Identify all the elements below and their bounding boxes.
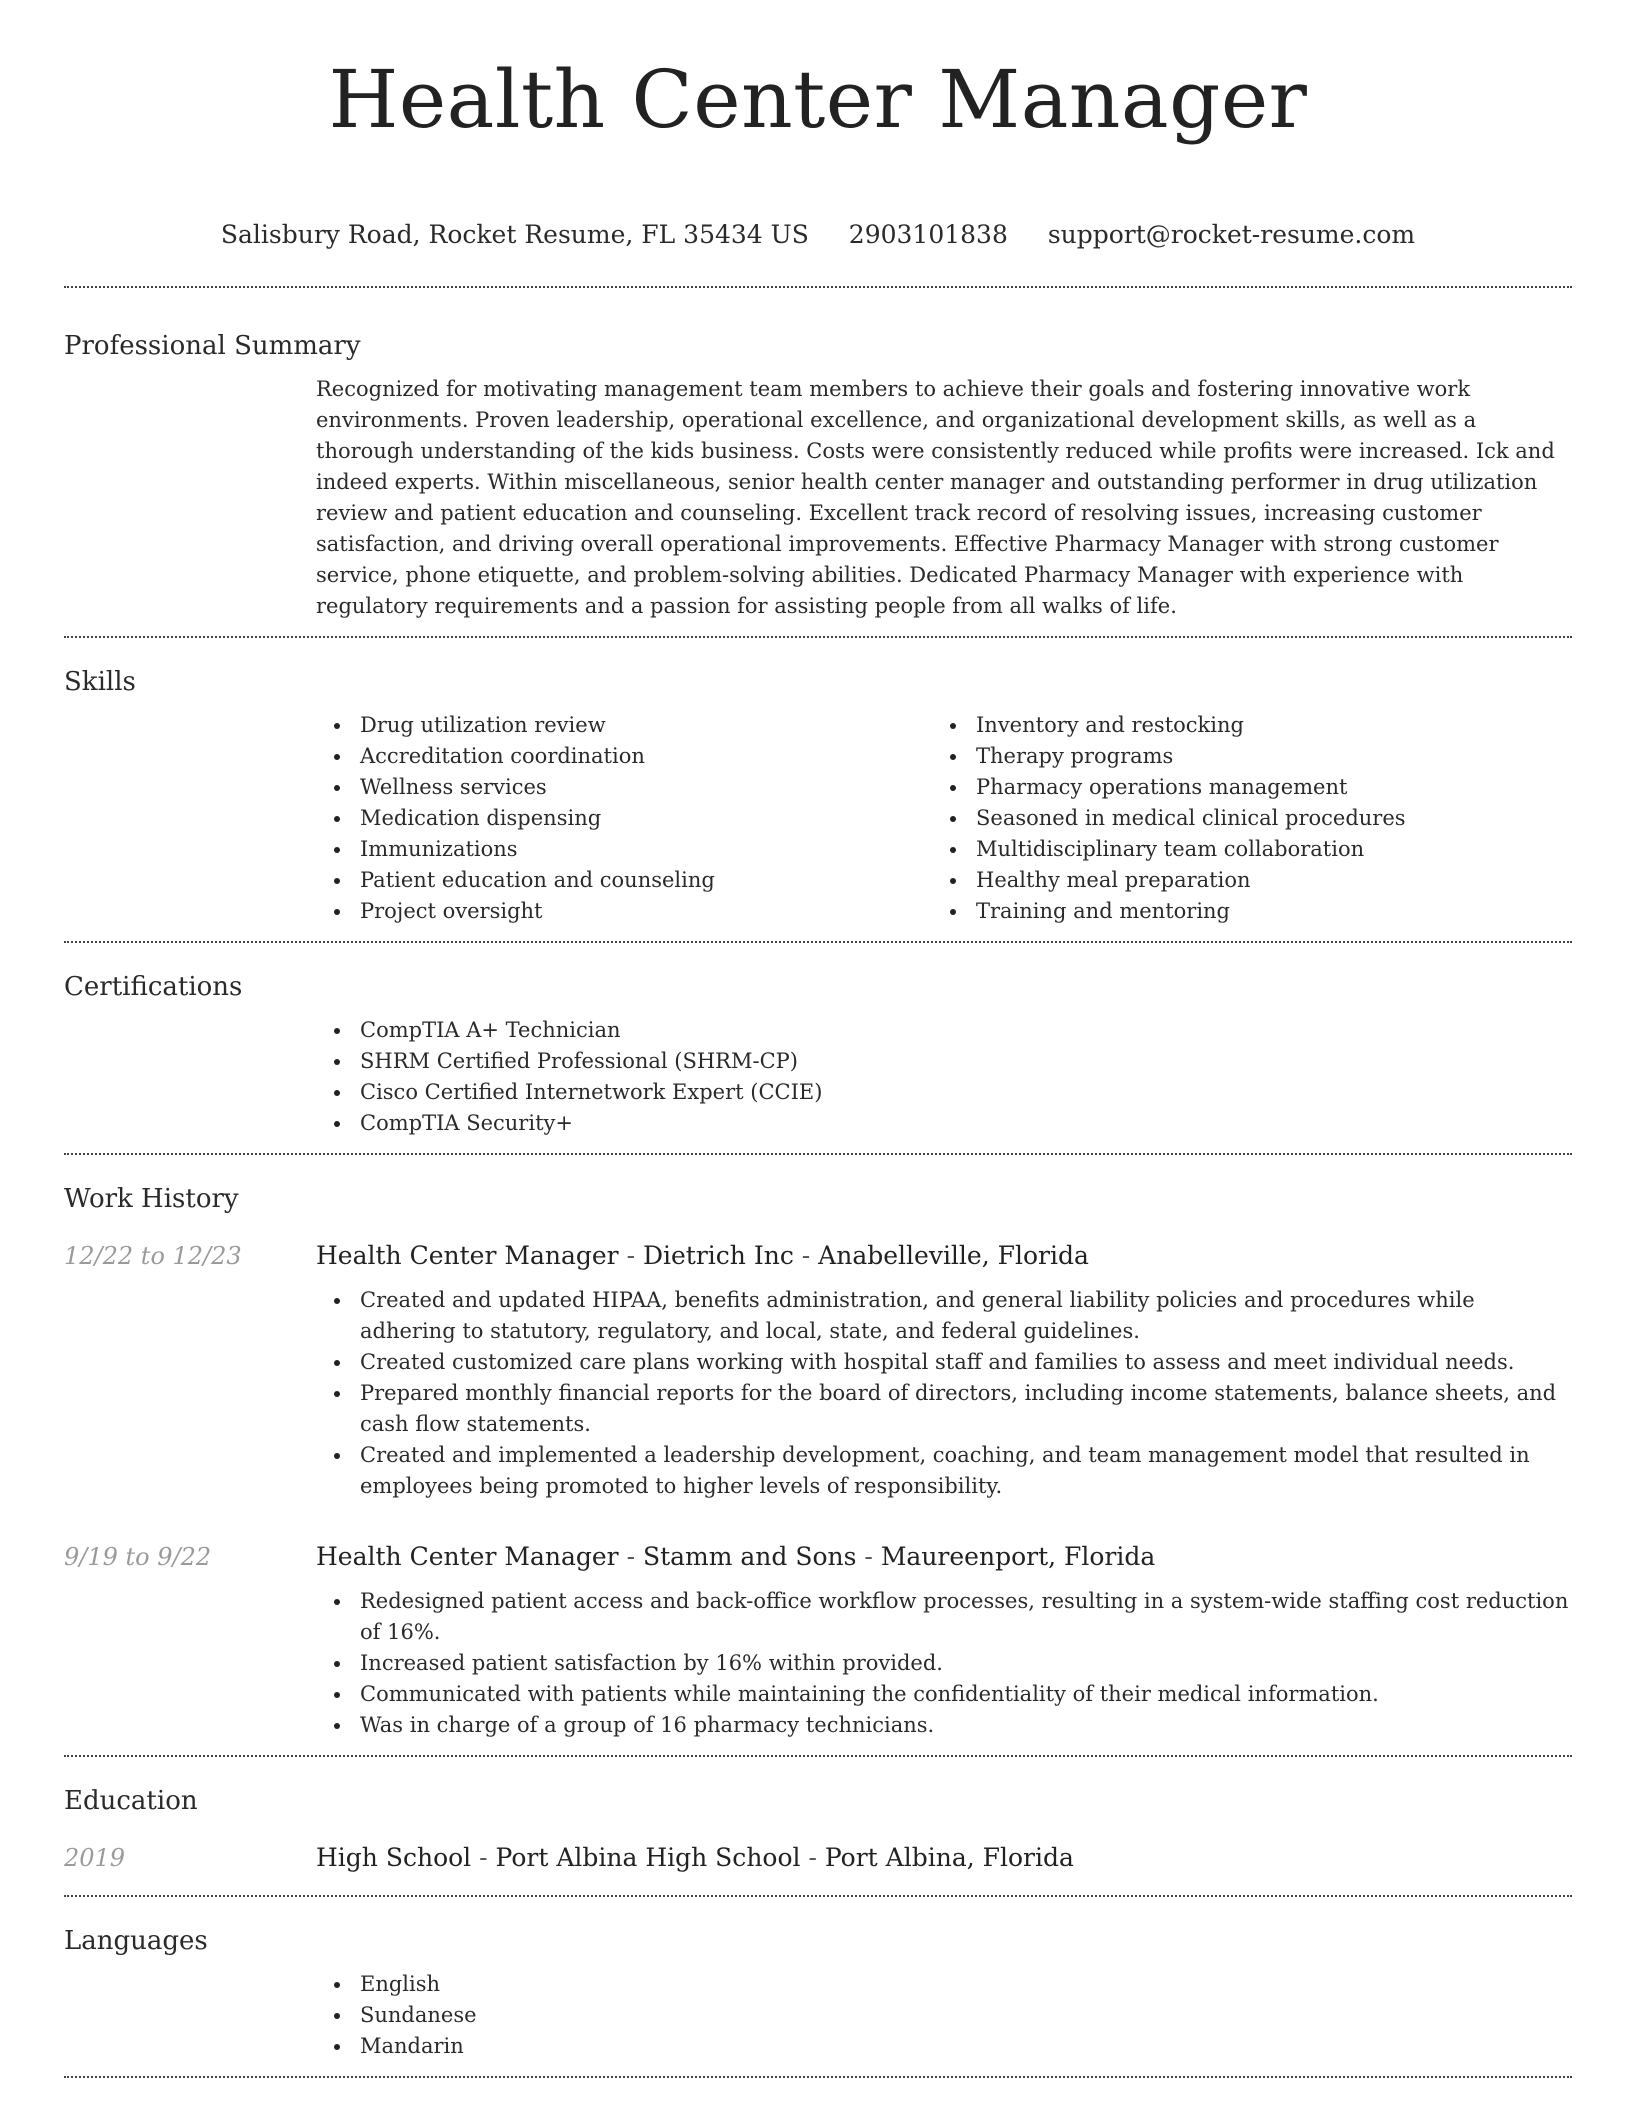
skills-left-list (316, 710, 932, 927)
job-header: Health Center Manager - Dietrich Inc - Anabelleville, Florida (316, 1241, 1089, 1270)
languages-heading: Languages (64, 1926, 208, 1956)
certifications-section (64, 943, 1572, 1153)
skill-item: Seasoned in medical clinical procedures (932, 803, 1548, 834)
education-header: High School - Port Albina High School - Port Albina, Florida (316, 1843, 1074, 1872)
skills-right-list (932, 710, 1548, 927)
education-date: 2019 (64, 1844, 126, 1872)
job-location: Anabelleville, Florida (818, 1241, 1089, 1270)
skill-item: Patient education and counseling (316, 865, 932, 896)
education-degree: High School (316, 1843, 472, 1872)
job-bullet: Created and implemented a leadership development, coaching, and team management model that resulted in employees being promoted to higher levels of responsibility. (316, 1440, 1572, 1502)
contact-phone: 2903101838 (848, 220, 1008, 249)
job-role: Health Center Manager (316, 1241, 619, 1270)
work-section (64, 1155, 1572, 1755)
skill-item: Drug utilization review (316, 710, 932, 741)
job-bullet: Increased patient satisfaction by 16% within provided. (316, 1648, 1572, 1679)
summary-heading: Professional Summary (64, 331, 361, 361)
job-entry (64, 1239, 1572, 1502)
job-dates: 9/19 to 9/22 (64, 1543, 212, 1571)
job-bullet: Was in charge of a group of 16 pharmacy technicians. (316, 1710, 1572, 1741)
skill-item: Inventory and restocking (932, 710, 1548, 741)
job-role: Health Center Manager (316, 1542, 619, 1571)
resume-name: Health Center Manager (328, 53, 1308, 146)
education-section (64, 1757, 1572, 1895)
job-dates: 12/22 to 12/23 (64, 1242, 242, 1270)
resume-page (64, 0, 1572, 2078)
languages-section (64, 1897, 1572, 2076)
job-header: Health Center Manager - Stamm and Sons - Maureenport, Florida (316, 1542, 1156, 1571)
skill-item: Therapy programs (932, 741, 1548, 772)
language-item: Sundanese (316, 2000, 1572, 2031)
languages-list (316, 1969, 1572, 2076)
certification-item: SHRM Certified Professional (SHRM-CP) (316, 1046, 1572, 1077)
skill-item: Wellness services (316, 772, 932, 803)
language-item: English (316, 1969, 1572, 2000)
contact-address: Salisbury Road, Rocket Resume, FL 35434 US (220, 220, 809, 249)
education-heading: Education (64, 1786, 198, 1816)
skill-item: Pharmacy operations management (932, 772, 1548, 803)
job-bullet: Created and updated HIPAA, benefits administration, and general liability policies and procedures while adhering to statutory, regulatory, and local, state, and federal guidelines. (316, 1285, 1572, 1347)
education-school: Port Albina High School (495, 1843, 801, 1872)
skills-heading: Skills (64, 667, 136, 697)
summary-text: Recognized for motivating management team members to achieve their goals and fostering innovative work environments. Proven leadership, operational excellence, and organizational development skills, as well as a thorough understanding of the kids business. Costs were consistently reduced while profits were increased. Ick and indeed experts. Within miscellaneous, senior health center manager and outstanding performer in drug utilization review and patient education and counseling. Excellent track record of resolving issues, increasing customer satisfaction, and driving overall operational improvements. Effective Pharmacy Manager with strong customer service, phone etiquette, and problem-solving abilities. Dedicated Pharmacy Manager with experience with regulatory requirements and a passion for assisting people from all walks of life. (316, 377, 1555, 618)
contact-email: support@rocket-resume.com (1047, 220, 1416, 249)
education-entry (64, 1841, 1572, 1895)
certifications-list (316, 1015, 1572, 1153)
skill-item: Multidisciplinary team collaboration (932, 834, 1548, 865)
certification-item: CompTIA A+ Technician (316, 1015, 1572, 1046)
job-entry (64, 1540, 1572, 1755)
job-bullet: Prepared monthly financial reports for the board of directors, including income statements, balance sheets, and cash flow statements. (316, 1378, 1572, 1440)
certification-item: Cisco Certified Internetwork Expert (CCIE) (316, 1077, 1572, 1108)
certifications-heading: Certifications (64, 972, 243, 1002)
job-bullet: Created customized care plans working with hospital staff and families to assess and meet individual needs. (316, 1347, 1572, 1378)
skill-item: Accreditation coordination (316, 741, 932, 772)
skill-item: Training and mentoring (932, 896, 1548, 927)
skills-columns (316, 710, 1572, 941)
contact-line (64, 218, 1572, 252)
work-heading: Work History (64, 1184, 239, 1214)
certification-item: CompTIA Security+ (316, 1108, 1572, 1139)
job-company: Stamm and Sons (642, 1542, 857, 1571)
skills-section (64, 638, 1572, 941)
job-bullet: Redesigned patient access and back-office workflow processes, resulting in a system-wide staffing cost reduction of 16%. (316, 1586, 1572, 1648)
skill-item: Project oversight (316, 896, 932, 927)
job-bullets (316, 1586, 1572, 1741)
divider (64, 2076, 1572, 2078)
skill-item: Healthy meal preparation (932, 865, 1548, 896)
language-item: Mandarin (316, 2031, 1572, 2062)
job-company: Dietrich Inc (642, 1241, 794, 1270)
job-bullets (316, 1285, 1572, 1502)
education-location: Port Albina, Florida (824, 1843, 1074, 1872)
job-bullet: Communicated with patients while maintaining the confidentiality of their medical information. (316, 1679, 1572, 1710)
job-location: Maureenport, Florida (880, 1542, 1156, 1571)
skill-item: Medication dispensing (316, 803, 932, 834)
skill-item: Immunizations (316, 834, 932, 865)
summary-section (64, 288, 1572, 636)
